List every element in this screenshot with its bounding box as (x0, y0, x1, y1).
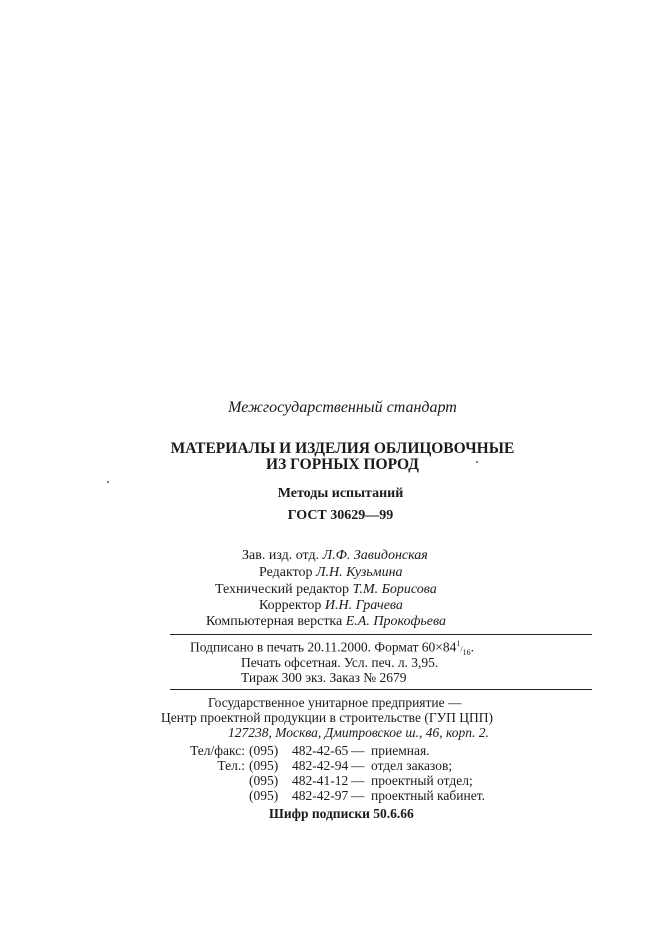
credit-role: Редактор (259, 565, 313, 580)
gost-number: ГОСТ 30629—99 (287, 508, 394, 523)
credit-name: Л.Н. Кузьмина (316, 565, 403, 580)
credit-name: Т.М. Борисова (352, 582, 437, 597)
contact-dash: — (351, 758, 365, 773)
contact-dash: — (351, 743, 365, 758)
contact-label: Тел.: (217, 758, 245, 773)
format-sub: 16 (462, 648, 471, 658)
standard-type: Межгосударственный стандарт (228, 399, 457, 416)
print-info-prefix: Подписано в печать 20.11.2000. Формат 60×84 (190, 639, 457, 655)
contact-number: 482-42-94 (292, 758, 349, 773)
credit-role: Компьютерная верстка (206, 614, 343, 629)
document-title-line2: ИЗ ГОРНЫХ ПОРОД (266, 456, 419, 473)
document-title-line1: МАТЕРИАЛЫ И ИЗДЕЛИЯ ОБЛИЦОВОЧНЫЕ (170, 440, 515, 457)
contact-description: приемная. (371, 743, 430, 758)
credit-role: Корректор (259, 598, 322, 613)
contact-label: Тел/факс: (190, 743, 245, 758)
contact-description: проектный кабинет. (371, 788, 485, 803)
credit-name: Л.Ф. Завидонская (322, 548, 428, 563)
contact-dash: — (351, 773, 365, 788)
contact-code: (095) (249, 788, 279, 803)
scan-speck (107, 481, 109, 483)
divider (170, 689, 592, 690)
print-info-circulation: Тираж 300 экз. Заказ № 2679 (241, 670, 407, 685)
credit-role: Зав. изд. отд. (242, 548, 320, 563)
credit-name: И.Н. Грачева (324, 598, 403, 613)
credit-line (206, 615, 446, 629)
format-sup: 1 (456, 639, 461, 648)
credit-line (215, 583, 437, 597)
publisher-address: 127238, Москва, Дмитровское ш., 46, корп. 2. (228, 725, 489, 740)
credit-line (259, 566, 403, 580)
credit-line (259, 599, 403, 613)
subscription-cipher: Шифр подписки 50.6.66 (269, 806, 414, 821)
contact-description: отдел заказов; (371, 758, 453, 773)
contact-code: (095) (249, 773, 279, 788)
contact-code: (095) (249, 758, 279, 773)
print-info-signed: Подписано в печать 20.11.2000. Формат $60\times 84^1/_{16}$. (190, 639, 474, 658)
divider (170, 634, 592, 635)
print-info-suffix: . (470, 639, 474, 655)
credit-role: Технический редактор (215, 582, 350, 597)
contact-number: 482-42-97 (292, 788, 349, 803)
contact-code: (095) (249, 743, 279, 758)
document-subtitle: Методы испытаний (277, 486, 404, 501)
contact-number: 482-41-12 (292, 773, 349, 788)
credit-name: Е.А. Прокофьева (345, 614, 446, 629)
contact-description: проектный отдел; (371, 773, 473, 788)
publisher-name: Государственное унитарное предприятие — (208, 695, 462, 710)
contact-number: 482-42-65 (292, 743, 349, 758)
contact-dash: — (351, 788, 365, 803)
publisher-center: Центр проектной продукции в строительстве (ГУП ЦПП) (161, 710, 494, 725)
print-info-offset: Печать офсетная. Усл. печ. л. 3,95. (241, 655, 439, 670)
credit-line (242, 549, 428, 563)
